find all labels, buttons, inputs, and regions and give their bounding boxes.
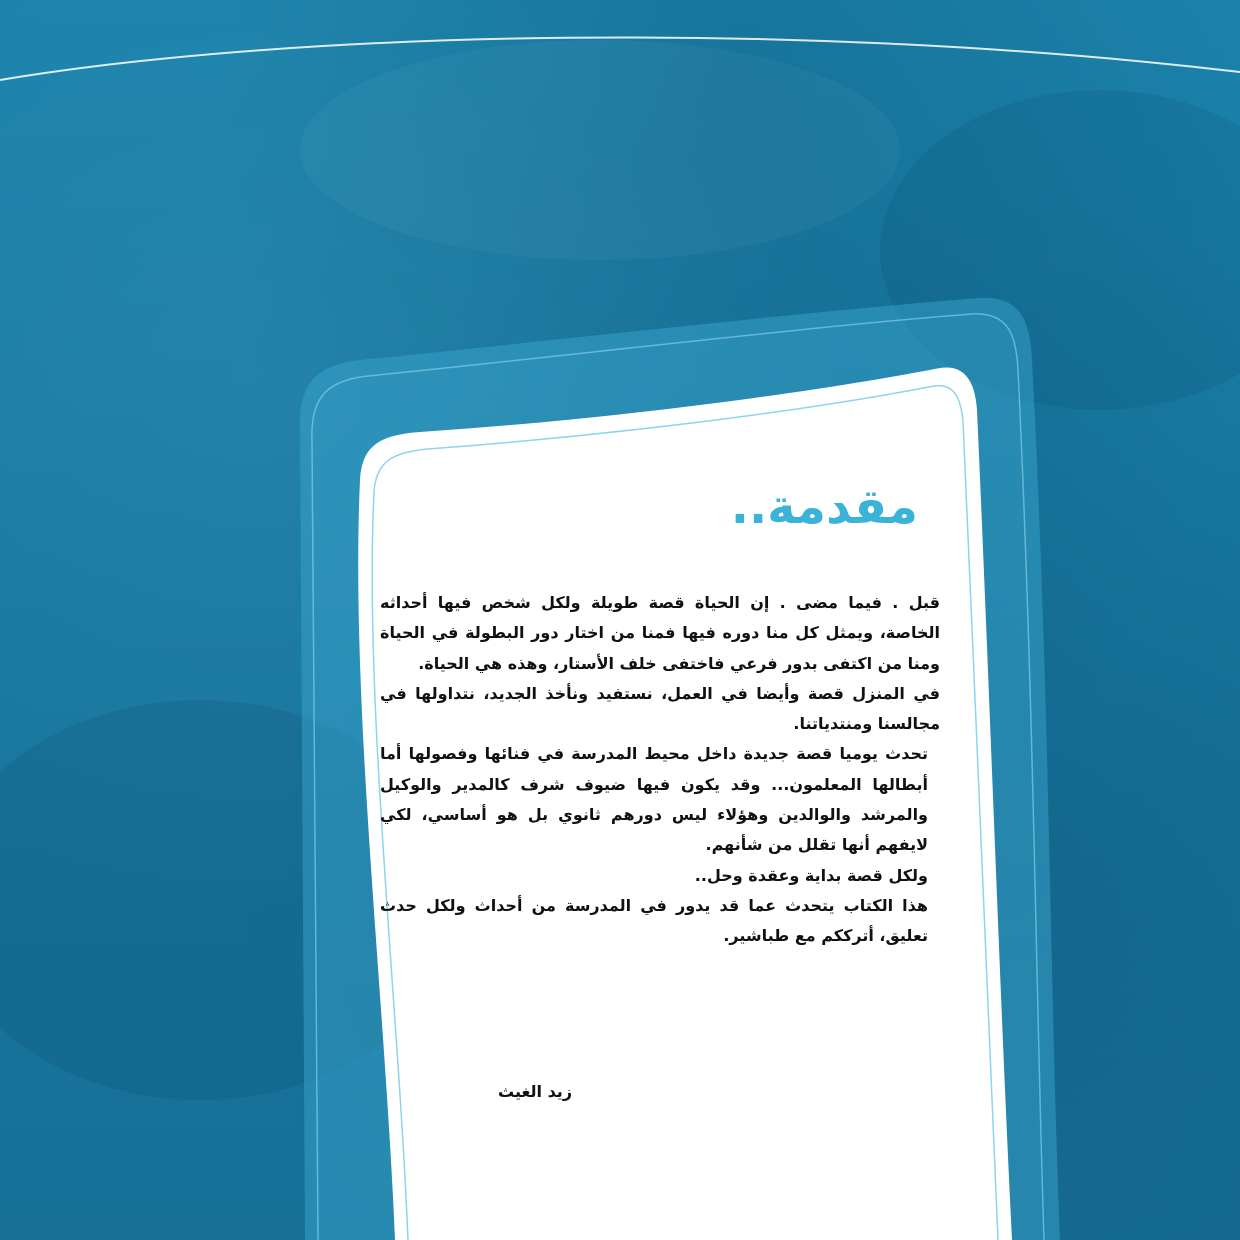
document-content xyxy=(380,470,940,1170)
paragraph-intro: قبل . فيما مضى . إن الحياة قصة طويلة ولكل شخص فيها أحداثه الخاصة، ويمثل كل منا دوره فيها فمنا من اختار دور البطولة في الحياة ومنا من اكتفى بدور فرعي فاختفى خلف الأستار، وهذه هي الحياة. xyxy=(380,593,940,673)
paragraph-home-work: في المنزل قصة وأيضا في العمل، نستفيد ونأخذ الجديد، نتداولها في مجالسنا ومنتدياتنا. xyxy=(380,683,940,734)
texture-blotch xyxy=(300,40,900,260)
document-title: مقدمة.. xyxy=(730,479,918,535)
paragraph-book-about: هذا الكتاب يتحدث عما قد يدور في المدرسة من أحداث ولكل حدث تعليق، أترككم مع طباشير. xyxy=(380,895,928,946)
paragraph-story-structure: ولكل قصة بداية وعقدة وحل.. xyxy=(694,865,928,885)
author-signature: زيد الغيث xyxy=(498,1082,573,1101)
document-body xyxy=(380,588,940,952)
paragraph-school-story: تحدث يوميا قصة جديدة داخل محيط المدرسة في فنائها وفصولها أما أبطالها المعلمون... وقد يكون فيها ضيوف شرف كالمدير والوكيل والمرشد والوالدين وهؤلاء ليس دورهم ثانوي بل هو أساسي، لكي لايفهم أنها تقلل من شأنهم. xyxy=(380,744,928,855)
indented-section xyxy=(380,739,940,951)
